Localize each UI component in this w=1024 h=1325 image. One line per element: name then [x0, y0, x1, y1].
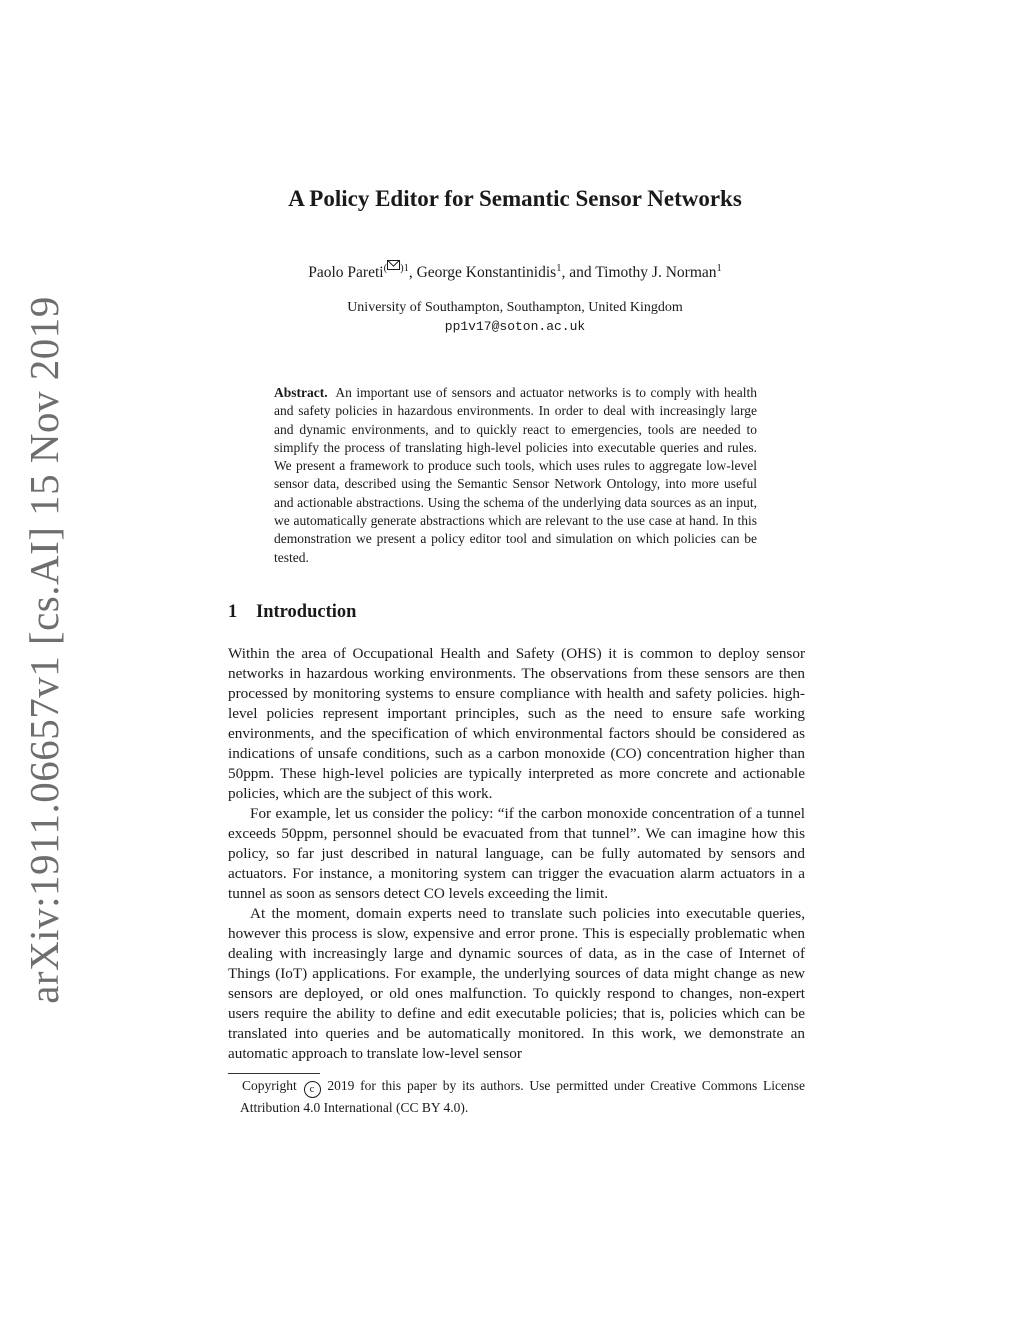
author-list	[0, 260, 1024, 282]
paragraph: Within the area of Occupational Health and Safety (OHS) it is common to deploy sensor networks in hazardous working environments. The observations from these sensors are then processed by monitoring systems to ensure compliance with health and safety policies. high-level policies represent important principles, such as the need to ensure safe working environments, and the specification of which environmental factors should be considered as indications of unsafe conditions, such as a carbon monoxide (CO) concentration higher than 50ppm. These high-level policies are typically interpreted as more concrete and actionable policies, which are the subject of this work.	[228, 645, 805, 802]
footnote	[240, 1076, 805, 1117]
abstract	[274, 384, 757, 567]
author-separator: ,	[408, 264, 413, 281]
footnote-prefix: Copyright	[242, 1078, 297, 1093]
author-email: pp1v17@soton.ac.uk	[444, 319, 586, 334]
body-text	[228, 644, 805, 1064]
author-name: Timothy J. Norman	[595, 264, 717, 281]
section-title: Introduction	[256, 602, 357, 622]
paragraph: At the moment, domain experts need to translate such policies into executable queries, however this process is slow, expensive and error prone. This is especially problematic when dealing with increasingly large and dynamic sources of data, as in the case of Internet of Things (IoT) applications. For example, the underlying sources of data might change as new sensors are deployed, or old ones malfunction. To quickly respond to changes, non-expert users require the ability to define and edit executable policies; that is, policies which can be translated into queries and be automatically monitored. In this work, we demonstrate an automatic approach to translate low-level sensor	[228, 905, 805, 1062]
paragraph: For example, let us consider the policy: “if the carbon monoxide concentration of a tunnel exceeds 50ppm, personnel should be evacuated from that tunnel”. We can imagine how this policy, so far just described in natural language, can be fully automated by sensors and actuators. For instance, a monitoring system can trigger the evacuation alarm actuators in a tunnel as soon as sensors detect CO levels exceeding the limit.	[228, 805, 805, 902]
copyright-icon: c	[304, 1081, 321, 1098]
author-name: Paolo Pareti	[308, 264, 384, 281]
author-mark: 1	[716, 263, 722, 274]
abstract-label: Abstract.	[274, 385, 328, 400]
author-name: George Konstantinidis	[416, 264, 557, 281]
envelope-icon	[387, 260, 400, 270]
section-number: 1	[228, 602, 238, 622]
arxiv-identifier: arXiv:1911.06657v1 [cs.AI] 15 Nov 2019	[21, 296, 67, 1004]
affiliation: University of Southampton, Southampton, United Kingdom	[347, 300, 683, 315]
author-mark: 1	[556, 263, 562, 274]
footnote-text: 2019 for this paper by its authors. Use permitted under Creative Commons License Attribution 4.0 International (CC BY 4.0).	[240, 1078, 806, 1115]
author-separator: , and	[561, 264, 592, 281]
section-heading	[228, 602, 356, 623]
footnote-rule	[228, 1073, 320, 1074]
abstract-text: An important use of sensors and actuator networks is to comply with health and safety policies in hazardous environments. In order to deal with increasingly large and dynamic environments, and to quickly react to emergencies, tools are needed to simplify the process of translating high-level policies into executable queries and rules. We present a framework to produce such tools, which uses rules to aggregate low-level sensor data, described using the Semantic Sensor Network Ontology, into more useful and actionable abstractions. Using the schema of the underlying data sources as an input, we automatically generate abstractions which are relevant to the use case at hand. In this demonstration we present a policy editor tool and simulation on which policies can be tested.	[274, 385, 757, 565]
author-mark: ( )1	[384, 263, 409, 274]
paper-title: A Policy Editor for Semantic Sensor Networks	[288, 186, 742, 211]
